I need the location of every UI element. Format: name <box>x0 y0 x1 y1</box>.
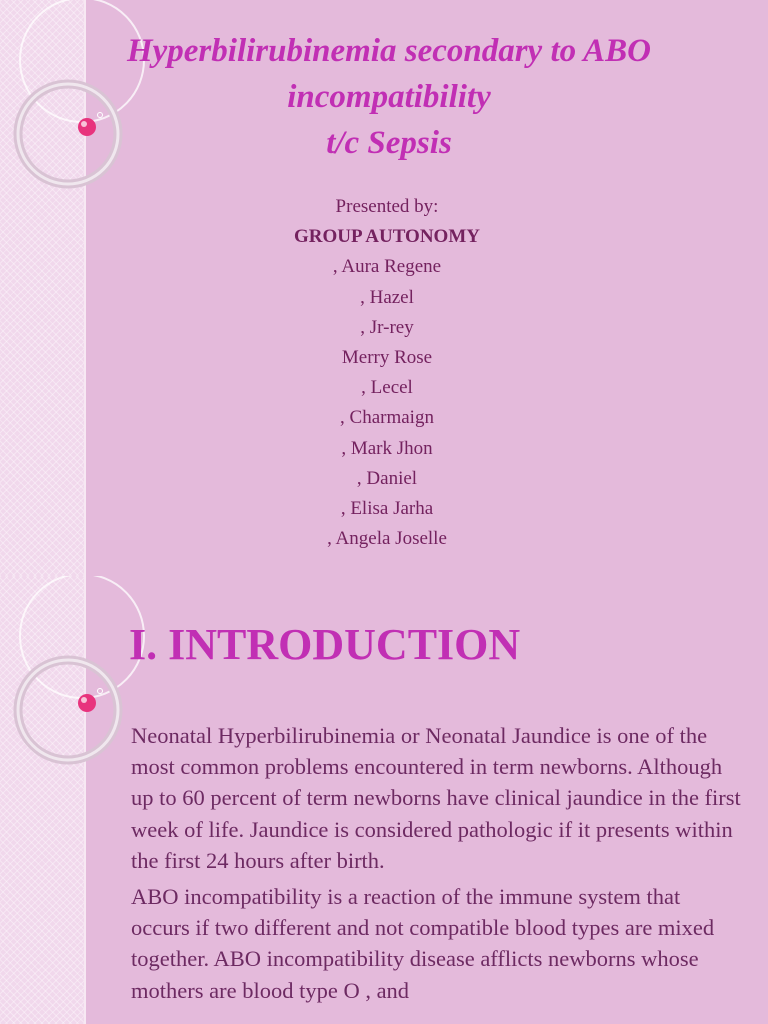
introduction-body <box>131 720 741 1011</box>
presented-by-label: Presented by: <box>335 196 439 217</box>
member-name: , Angela Joselle <box>327 528 447 550</box>
member-name: , Elisa Jarha <box>340 498 434 520</box>
member-name: , Hazel <box>360 286 414 308</box>
member-name: , Lecel <box>361 377 413 399</box>
title-line: incompatibility <box>287 79 491 115</box>
member-name: , Charmaign <box>340 407 434 429</box>
group-name: GROUP AUTONOMY <box>294 226 480 248</box>
member-name: , Jr-rey <box>360 316 414 338</box>
member-name: Merry Rose <box>341 347 433 369</box>
title-line: Hyperbilirubinemia secondary to ABO <box>126 33 652 69</box>
presentation-title <box>84 28 694 166</box>
presenters-block <box>84 192 690 554</box>
member-name: , Daniel <box>356 467 418 489</box>
member-name: , Mark Jhon <box>341 437 433 459</box>
body-paragraph: ABO incompatibility is a reaction of the immune system that occurs if two different and not compatible blood types are mixed together. ABO incompatibility disease afflicts newborns whose mothers are blood type O , and <box>131 884 715 1003</box>
body-paragraph: Neonatal Hyperbilirubinemia or Neonatal Jaundice is one of the most common problems encountered in term newborns. Although up to 60 percent of term newborns have clinical jaundice in the first week of life. Jaundice is considered pathologic if it presents within the first 24 hours after birth. <box>131 723 741 873</box>
ring-ornament-icon <box>0 576 110 776</box>
introduction-heading: I. INTRODUCTION <box>129 620 521 669</box>
title-line: t/c Sepsis <box>326 125 452 161</box>
member-name: , Aura Regene <box>332 256 442 278</box>
